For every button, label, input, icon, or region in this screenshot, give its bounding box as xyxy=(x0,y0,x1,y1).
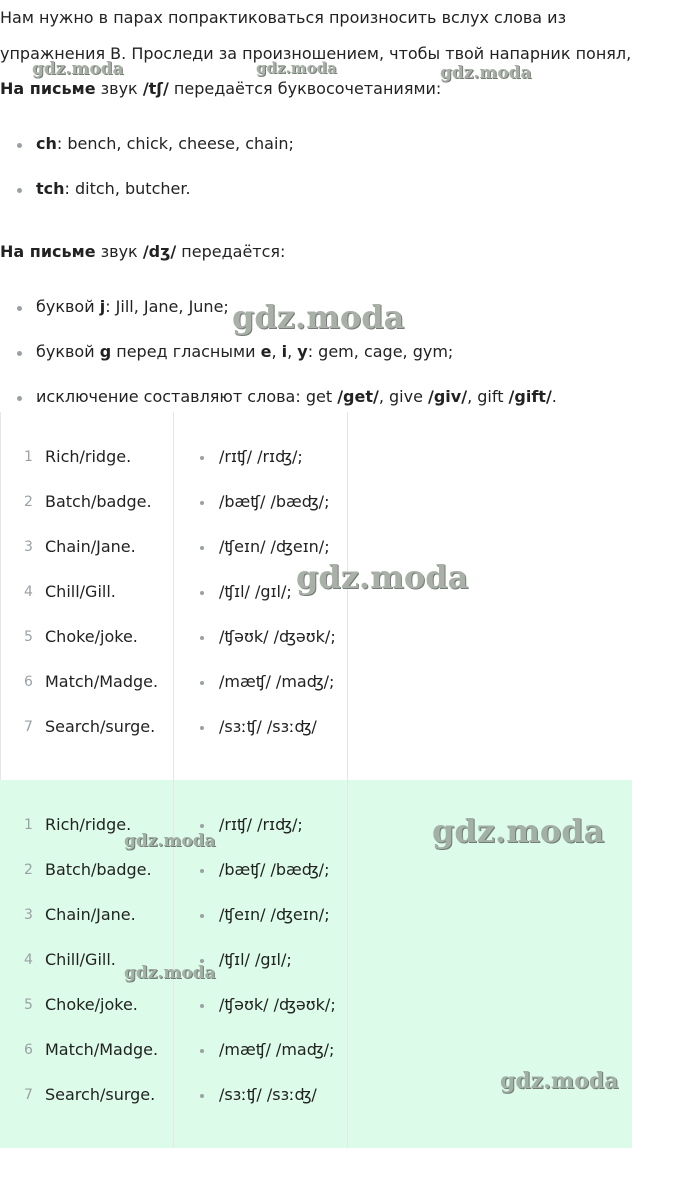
item-transcription-gift: /gift/ xyxy=(508,387,552,406)
table-row xyxy=(0,995,340,1021)
item-mid: , gift xyxy=(467,387,509,406)
watermark: gdz.moda xyxy=(124,831,216,851)
row-number: 6 xyxy=(24,674,33,690)
row-transcription: /ʧəʊk/ /ʤəʊk/; xyxy=(219,627,336,646)
watermark: gdz.moda xyxy=(124,963,216,983)
item-transcription-get: /get/ xyxy=(337,387,379,406)
row-word-pair: Match/Madge. xyxy=(45,672,159,691)
row-transcription: /rɪʧ/ /rɪʤ/; xyxy=(219,447,303,466)
item-comma: , xyxy=(271,342,282,361)
table-row xyxy=(0,672,340,698)
section2-lead-text: звук xyxy=(95,242,143,261)
row-number: 7 xyxy=(24,719,33,735)
item-text: : bench, chick, cheese, chain; xyxy=(56,134,294,153)
table-row xyxy=(0,1085,340,1111)
row-word-pair: Chain/Jane. xyxy=(45,537,136,556)
row-word-pair: Batch/badge. xyxy=(45,492,152,511)
bullet-dot xyxy=(200,914,204,918)
item-end: . xyxy=(551,387,557,406)
row-number: 2 xyxy=(24,494,33,510)
row-number: 1 xyxy=(24,817,33,833)
watermark: gdz.moda xyxy=(256,59,337,77)
column-divider xyxy=(347,412,348,780)
row-transcription: /ʧɪl/ /gɪl/; xyxy=(219,582,292,601)
row-number: 4 xyxy=(24,952,33,968)
section1-lead-tail: передаётся буквосочетаниями: xyxy=(168,79,442,98)
bullet-dot xyxy=(200,1004,204,1008)
item-text: : gem, cage, gym; xyxy=(307,342,454,361)
item-pre: исключение составляют слова: get xyxy=(36,387,338,406)
bullet-dot xyxy=(200,1094,204,1098)
bullet-dot xyxy=(200,636,204,640)
row-transcription: /ʧeɪn/ /ʤeɪn/; xyxy=(219,905,330,924)
table-row xyxy=(0,582,340,608)
item-transcription-give: /giv/ xyxy=(428,387,468,406)
bullet-dot xyxy=(200,591,204,595)
watermark: gdz.moda xyxy=(432,812,605,850)
row-number: 1 xyxy=(24,449,33,465)
section2-lead-tail: передаётся: xyxy=(176,242,286,261)
item-pre: буквой xyxy=(36,342,100,361)
section2-sound: /dʒ/ xyxy=(142,242,177,261)
row-word-pair: Choke/joke. xyxy=(45,995,138,1014)
bullet-dot xyxy=(200,546,204,550)
bullet-dot xyxy=(200,456,204,460)
row-transcription: /sɜːʧ/ /sɜːʤ/ xyxy=(219,1085,317,1104)
bullet-dot xyxy=(200,869,204,873)
row-word-pair: Search/surge. xyxy=(45,717,156,736)
row-word-pair: Chain/Jane. xyxy=(45,905,136,924)
row-word-pair: Match/Madge. xyxy=(45,1040,159,1059)
row-word-pair: Rich/ridge. xyxy=(45,815,132,834)
bullet-dot xyxy=(200,726,204,730)
section1-lead-text: звук xyxy=(95,79,143,98)
row-number: 3 xyxy=(24,539,33,555)
row-transcription: /bæʧ/ /bæʤ/; xyxy=(219,860,330,879)
item-pre: буквой xyxy=(36,297,100,316)
table-row xyxy=(0,537,340,563)
row-transcription: /mæʧ/ /maʤ/; xyxy=(219,672,335,691)
row-word-pair: Choke/joke. xyxy=(45,627,138,646)
intro-line-1: Нам нужно в парах попрактиковаться произносить вслух слова из xyxy=(0,8,567,27)
item-vowel-e: e xyxy=(260,342,272,361)
row-transcription: /ʧeɪn/ /ʤeɪn/; xyxy=(219,537,330,556)
table-row xyxy=(0,860,340,886)
item-key: tch xyxy=(36,179,65,198)
bullet-dot xyxy=(200,501,204,505)
table-row xyxy=(0,717,340,743)
row-transcription: /rɪʧ/ /rɪʤ/; xyxy=(219,815,303,834)
row-number: 4 xyxy=(24,584,33,600)
table-row xyxy=(0,1040,340,1066)
row-word-pair: Search/surge. xyxy=(45,1085,156,1104)
row-number: 5 xyxy=(24,629,33,645)
row-transcription: /mæʧ/ /maʤ/; xyxy=(219,1040,335,1059)
row-word-pair: Chill/Gill. xyxy=(45,582,116,601)
section2-lead xyxy=(0,242,680,261)
row-word-pair: Rich/ridge. xyxy=(45,447,132,466)
item-vowel-i: i xyxy=(281,342,288,361)
section2-lead-bold: На письме xyxy=(0,242,96,261)
pronunciation-table xyxy=(0,412,348,780)
section1-sound: /tʃ/ xyxy=(142,79,169,98)
intro-line-2: упражнения B. Проследи за произношением, чтобы твой напарник понял, xyxy=(0,44,632,63)
bullet-dot xyxy=(200,1049,204,1053)
bullet-dot xyxy=(200,824,204,828)
item-vowel-y: y xyxy=(297,342,308,361)
watermark: gdz.moda xyxy=(296,558,469,596)
row-number: 5 xyxy=(24,997,33,1013)
row-number: 6 xyxy=(24,1042,33,1058)
row-number: 7 xyxy=(24,1087,33,1103)
table-row xyxy=(0,627,340,653)
item-text: : Jill, Jane, June; xyxy=(105,297,229,316)
row-transcription: /ʧəʊk/ /ʤəʊk/; xyxy=(219,995,336,1014)
item-key: j xyxy=(99,297,106,316)
table-row xyxy=(0,492,340,518)
row-number: 2 xyxy=(24,862,33,878)
row-word-pair: Batch/badge. xyxy=(45,860,152,879)
table-row xyxy=(0,447,340,473)
item-key: g xyxy=(99,342,112,361)
bullet-dot xyxy=(200,681,204,685)
section1-lead-bold: На письме xyxy=(0,79,96,98)
item-mid: , give xyxy=(378,387,428,406)
watermark: gdz.moda xyxy=(32,59,124,79)
section1-lead xyxy=(0,79,680,98)
watermark: gdz.moda xyxy=(232,298,405,336)
row-number: 3 xyxy=(24,907,33,923)
row-transcription: /bæʧ/ /bæʤ/; xyxy=(219,492,330,511)
row-transcription: /ʧɪl/ /gɪl/; xyxy=(219,950,292,969)
table-row xyxy=(0,905,340,931)
row-word-pair: Chill/Gill. xyxy=(45,950,116,969)
row-transcription: /sɜːʧ/ /sɜːʤ/ xyxy=(219,717,317,736)
item-comma: , xyxy=(287,342,298,361)
column-divider xyxy=(347,780,348,1148)
watermark: gdz.moda xyxy=(500,1068,619,1094)
item-key: ch xyxy=(36,134,57,153)
watermark: gdz.moda xyxy=(440,63,532,83)
item-mid: перед гласными xyxy=(111,342,261,361)
item-text: : ditch, butcher. xyxy=(64,179,191,198)
